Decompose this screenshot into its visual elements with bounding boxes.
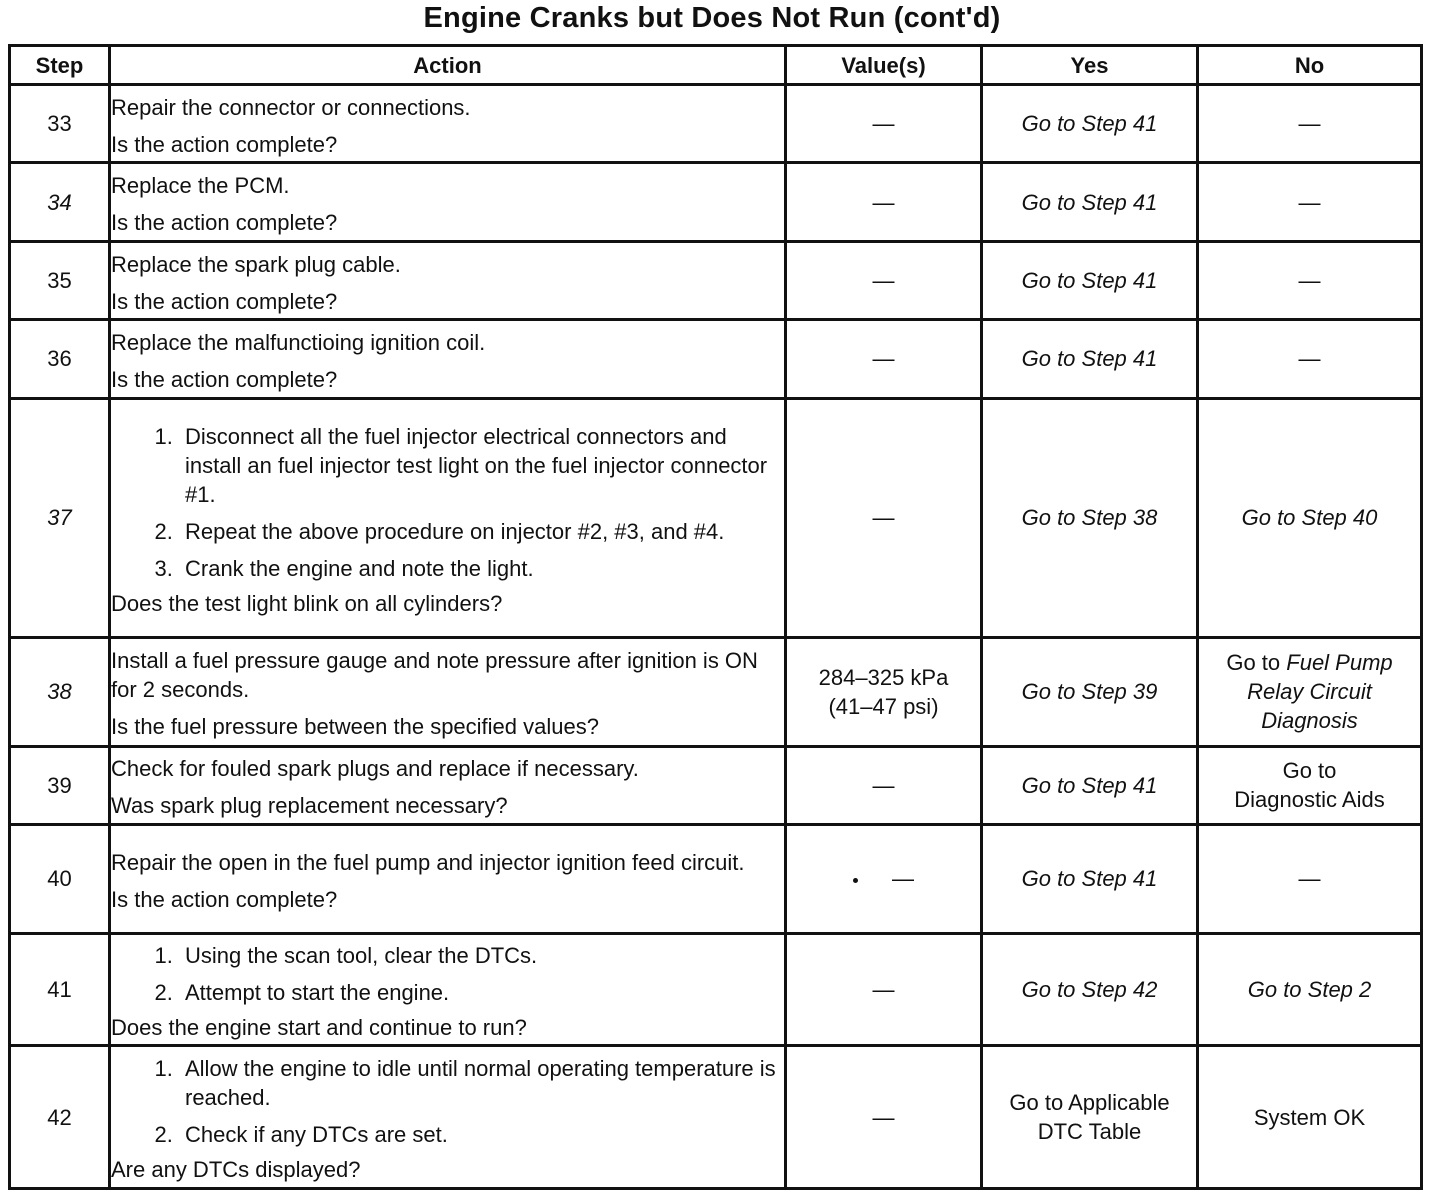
value-kpa: 284–325 kPa xyxy=(818,664,949,690)
header-action: Action xyxy=(110,46,786,85)
step-number: 38 xyxy=(10,637,110,746)
procedure-list xyxy=(111,941,784,1007)
yes-text: Go to Step 41 xyxy=(1021,268,1158,294)
yes-text: Go to Step 41 xyxy=(1021,772,1158,798)
action-text: Install a fuel pressure gauge and note pressure after ignition is ON for 2 seconds. xyxy=(111,648,758,703)
action-question: Was spark plug replacement necessary? xyxy=(111,793,508,819)
yes-text: Go to Step 41 xyxy=(1021,346,1158,372)
action-text: Repair the open in the fuel pump and injector ignition feed circuit. xyxy=(111,849,745,875)
no-cell xyxy=(1198,398,1422,637)
action-question: Is the action complete? xyxy=(111,288,338,314)
action-text: Replace the spark plug cable. xyxy=(111,251,401,277)
no-text: Go to Step 2 xyxy=(1247,976,1372,1002)
step-number: 42 xyxy=(10,1046,110,1189)
action-text: Replace the malfunctioing ignition coil. xyxy=(111,329,486,355)
action-question: Is the action complete? xyxy=(111,886,338,912)
action-cell xyxy=(110,398,786,637)
value-cell xyxy=(786,637,982,746)
yes-cell xyxy=(982,398,1198,637)
value-cell: — xyxy=(786,746,982,824)
value-cell: — xyxy=(786,85,982,163)
no-cell: — xyxy=(1198,241,1422,319)
step-number: 35 xyxy=(10,241,110,319)
yes-cell xyxy=(982,163,1198,241)
value-psi: (41–47 psi) xyxy=(828,693,939,719)
yes-cell xyxy=(982,824,1198,933)
no-prefix: Go to xyxy=(1226,650,1287,676)
no-link-text: Relay Circuit xyxy=(1247,679,1372,705)
action-cell xyxy=(110,637,786,746)
header-row xyxy=(10,46,1422,85)
no-text: Go to Step 40 xyxy=(1241,505,1378,531)
table-row xyxy=(10,85,1422,163)
procedure-step: 2. Attempt to start the engine. xyxy=(179,978,784,1007)
action-question: Is the action complete? xyxy=(111,366,338,392)
procedure-step: 1. Disconnect all the fuel injector electrical connectors and install an fuel injector test light on the fuel injector connector #1. xyxy=(179,422,784,509)
action-cell xyxy=(110,85,786,163)
table-row xyxy=(10,746,1422,824)
action-question: Are any DTCs displayed? xyxy=(111,1157,361,1183)
yes-cell xyxy=(982,933,1198,1046)
procedure-step: 2. Repeat the above procedure on injector #2, #3, and #4. xyxy=(179,517,784,546)
no-text: Diagnostic Aids xyxy=(1234,787,1385,813)
no-cell: System OK xyxy=(1198,1046,1422,1189)
no-link-text: Diagnosis xyxy=(1261,708,1358,734)
action-cell xyxy=(110,824,786,933)
action-question: Is the fuel pressure between the specified values? xyxy=(111,714,599,740)
table-row xyxy=(10,320,1422,398)
step-number: 39 xyxy=(10,746,110,824)
procedure-step: 1. Allow the engine to idle until normal operating temperature is reached. xyxy=(179,1054,784,1112)
yes-text: DTC Table xyxy=(1037,1119,1142,1145)
value-cell: — xyxy=(786,1046,982,1189)
yes-text: Go to Step 41 xyxy=(1021,866,1158,892)
diagnostic-table xyxy=(8,44,1423,1190)
action-cell xyxy=(110,933,786,1046)
action-cell xyxy=(110,1046,786,1189)
action-question: Does the test light blink on all cylinders? xyxy=(111,590,503,616)
yes-text: Go to Step 42 xyxy=(1021,976,1158,1002)
procedure-step: 3. Crank the engine and note the light. xyxy=(179,554,784,583)
no-cell xyxy=(1198,637,1422,746)
action-question: Is the action complete? xyxy=(111,131,338,157)
yes-text: Go to Applicable xyxy=(1009,1090,1170,1116)
value-cell: — xyxy=(786,241,982,319)
header-yes: Yes xyxy=(982,46,1198,85)
action-question: Does the engine start and continue to run? xyxy=(111,1014,527,1040)
header-no: No xyxy=(1198,46,1422,85)
yes-cell xyxy=(982,1046,1198,1189)
value-cell: — xyxy=(786,320,982,398)
value-cell: — xyxy=(786,398,982,637)
step-number: 37 xyxy=(10,398,110,637)
step-number: 40 xyxy=(10,824,110,933)
header-values: Value(s) xyxy=(786,46,982,85)
yes-text: Go to Step 39 xyxy=(1021,679,1158,705)
procedure-step: 2. Check if any DTCs are set. xyxy=(179,1120,784,1149)
yes-text: Go to Step 38 xyxy=(1021,505,1158,531)
stray-mark xyxy=(853,878,858,883)
procedure-step: 1. Using the scan tool, clear the DTCs. xyxy=(179,941,784,970)
table-row xyxy=(10,1046,1422,1189)
no-cell: — xyxy=(1198,320,1422,398)
yes-cell xyxy=(982,241,1198,319)
step-number: 34 xyxy=(10,163,110,241)
action-text: Replace the PCM. xyxy=(111,173,290,199)
table-row xyxy=(10,241,1422,319)
table-row xyxy=(10,163,1422,241)
step-number: 36 xyxy=(10,320,110,398)
value-cell xyxy=(786,824,982,933)
table-row xyxy=(10,637,1422,746)
value-cell: — xyxy=(786,163,982,241)
table-row xyxy=(10,398,1422,637)
action-cell xyxy=(110,241,786,319)
no-link-text: Fuel Pump xyxy=(1286,650,1393,676)
yes-cell xyxy=(982,85,1198,163)
yes-text: Go to Step 41 xyxy=(1021,111,1158,137)
step-number: 41 xyxy=(10,933,110,1046)
yes-cell xyxy=(982,746,1198,824)
action-question: Is the action complete? xyxy=(111,210,338,236)
table-row xyxy=(10,933,1422,1046)
no-text: Go to xyxy=(1282,758,1337,784)
procedure-list xyxy=(111,422,784,583)
value-text: — xyxy=(892,866,914,892)
yes-cell xyxy=(982,637,1198,746)
action-cell xyxy=(110,320,786,398)
no-cell xyxy=(1198,933,1422,1046)
no-cell: — xyxy=(1198,824,1422,933)
step-number: 33 xyxy=(10,85,110,163)
action-text: Repair the connector or connections. xyxy=(111,94,471,120)
no-cell: — xyxy=(1198,163,1422,241)
yes-text: Go to Step 41 xyxy=(1021,189,1158,215)
page-title: Engine Cranks but Does Not Run (cont'd) xyxy=(423,2,1001,34)
no-cell: — xyxy=(1198,85,1422,163)
value-cell: — xyxy=(786,933,982,1046)
action-text: Check for fouled spark plugs and replace if necessary. xyxy=(111,756,639,782)
action-cell xyxy=(110,746,786,824)
yes-cell xyxy=(982,320,1198,398)
header-step: Step xyxy=(10,46,110,85)
action-cell xyxy=(110,163,786,241)
no-cell xyxy=(1198,746,1422,824)
procedure-list xyxy=(111,1054,784,1149)
table-row xyxy=(10,824,1422,933)
